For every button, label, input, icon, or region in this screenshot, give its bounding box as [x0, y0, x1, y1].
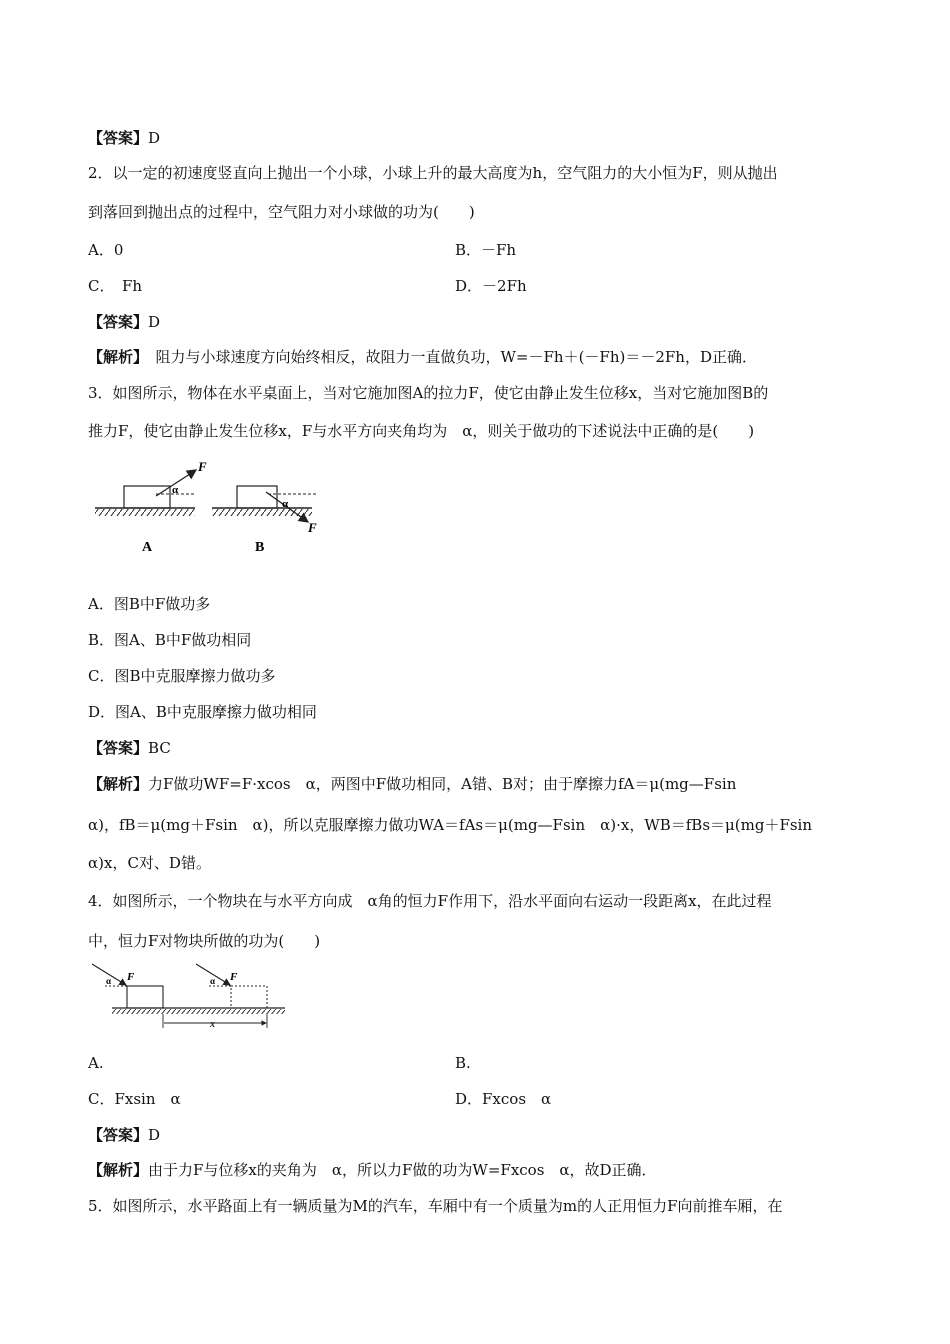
q2-option-b: B．－Fh: [455, 241, 517, 259]
q4-stem-line2: 中，恒力F对物块所做的功为( ): [88, 932, 321, 950]
q3-answer: [88, 738, 171, 758]
q3-stem-line1: 3．如图所示，物体在水平桌面上，当对它施加图A的拉力F，使它由静止发生位移x，当对它施加图B的: [88, 384, 769, 402]
analysis-text: 力F做功WF=F·xcos α，两图中F做功相同，A错、B对；由于摩擦力fA＝μ(mg—Fsin: [148, 775, 737, 793]
q2-analysis: [88, 347, 757, 367]
force-label-b: F: [308, 520, 317, 535]
q1-answer: [88, 128, 160, 148]
q4-answer: [88, 1125, 160, 1145]
q2-option-c: C． Fh: [88, 277, 143, 295]
angle-label-a: α: [172, 484, 179, 496]
q4-stem-line1: 4．如图所示，一个物块在与水平方向成 α角的恒力F作用下，沿水平面向右运动一段距离x，在此过程: [88, 892, 772, 910]
q4-option-b: B.: [455, 1054, 471, 1072]
q3-option-c: C．图B中克服摩擦力做功多: [88, 667, 276, 685]
q4-option-c: C．Fxsin α: [88, 1090, 181, 1108]
q3-stem-line2: 推力F，使它由静止发生位移x，F与水平方向夹角均为 α，则关于做功的下述说法中正确的是( ): [88, 422, 755, 440]
q4-figure: [90, 962, 300, 1034]
q3-analysis-line2: α)，fB＝μ(mg＋Fsin α)，所以克服摩擦力做功WA＝fAs＝μ(mg—Fsin α)·x，WB＝fBs＝μ(mg＋Fsin: [88, 816, 813, 834]
answer-value: D: [148, 129, 161, 147]
q3-analysis-line3: α)x，C对、D错。: [88, 854, 211, 872]
fig-label-b: B: [255, 540, 265, 555]
q2-answer: [88, 312, 160, 332]
analysis-label: 【解析】: [88, 775, 149, 793]
q4-force-label-1: F: [127, 971, 135, 983]
analysis-text: 阻力与小球速度方向始终相反，故阻力一直做负功，W=－Fh＋(－Fh)＝－2Fh，D正确．: [140, 348, 757, 366]
answer-value: BC: [148, 739, 171, 757]
q3-analysis-line1: [88, 774, 736, 794]
q4-displacement-label: x: [210, 1019, 215, 1030]
q3-option-b: B．图A、B中F做功相同: [88, 631, 252, 649]
answer-label: 【答案】: [88, 1126, 149, 1144]
q2-option-d: D．－2Fh: [455, 277, 527, 295]
answer-label: 【答案】: [88, 313, 149, 331]
q4-analysis: [88, 1160, 657, 1180]
answer-label: 【答案】: [88, 739, 149, 757]
figure-b: [212, 486, 317, 555]
q2-stem-line1: 2．以一定的初速度竖直向上抛出一个小球，小球上升的最大高度为h，空气阻力的大小恒为F，则从抛出: [88, 164, 778, 182]
analysis-label: 【解析】: [88, 348, 141, 366]
analysis-label: 【解析】: [88, 1161, 149, 1179]
angle-label-b: α: [282, 498, 289, 510]
q3-option-d: D．图A、B中克服摩擦力做功相同: [88, 703, 317, 721]
answer-value: D: [148, 313, 161, 331]
q5-stem-line1: 5．如图所示，水平路面上有一辆质量为M的汽车，车厢中有一个质量为m的人正用恒力F向前推车厢，在: [88, 1197, 783, 1215]
force-label-a: F: [198, 459, 207, 474]
q4-angle-label-1: α: [106, 976, 112, 986]
q4-force-label-2: F: [230, 971, 238, 983]
figure-a: [95, 459, 207, 555]
q4-option-d: D．Fxcos α: [455, 1090, 552, 1108]
q2-stem-line2: 到落回到抛出点的过程中，空气阻力对小球做的功为( ): [88, 203, 475, 221]
analysis-text: 由于力F与位移x的夹角为 α，所以力F做的功为W=Fxcos α，故D正确．: [148, 1161, 657, 1179]
fig-label-a: A: [142, 540, 153, 555]
q4-angle-label-2: α: [210, 976, 216, 986]
answer-label: 【答案】: [88, 129, 149, 147]
q4-option-a: A.: [88, 1054, 104, 1072]
q3-figure: [90, 456, 340, 556]
answer-value: D: [148, 1126, 161, 1144]
q3-option-a: A．图B中F做功多: [88, 595, 211, 613]
q2-option-a: A．0: [88, 241, 124, 259]
